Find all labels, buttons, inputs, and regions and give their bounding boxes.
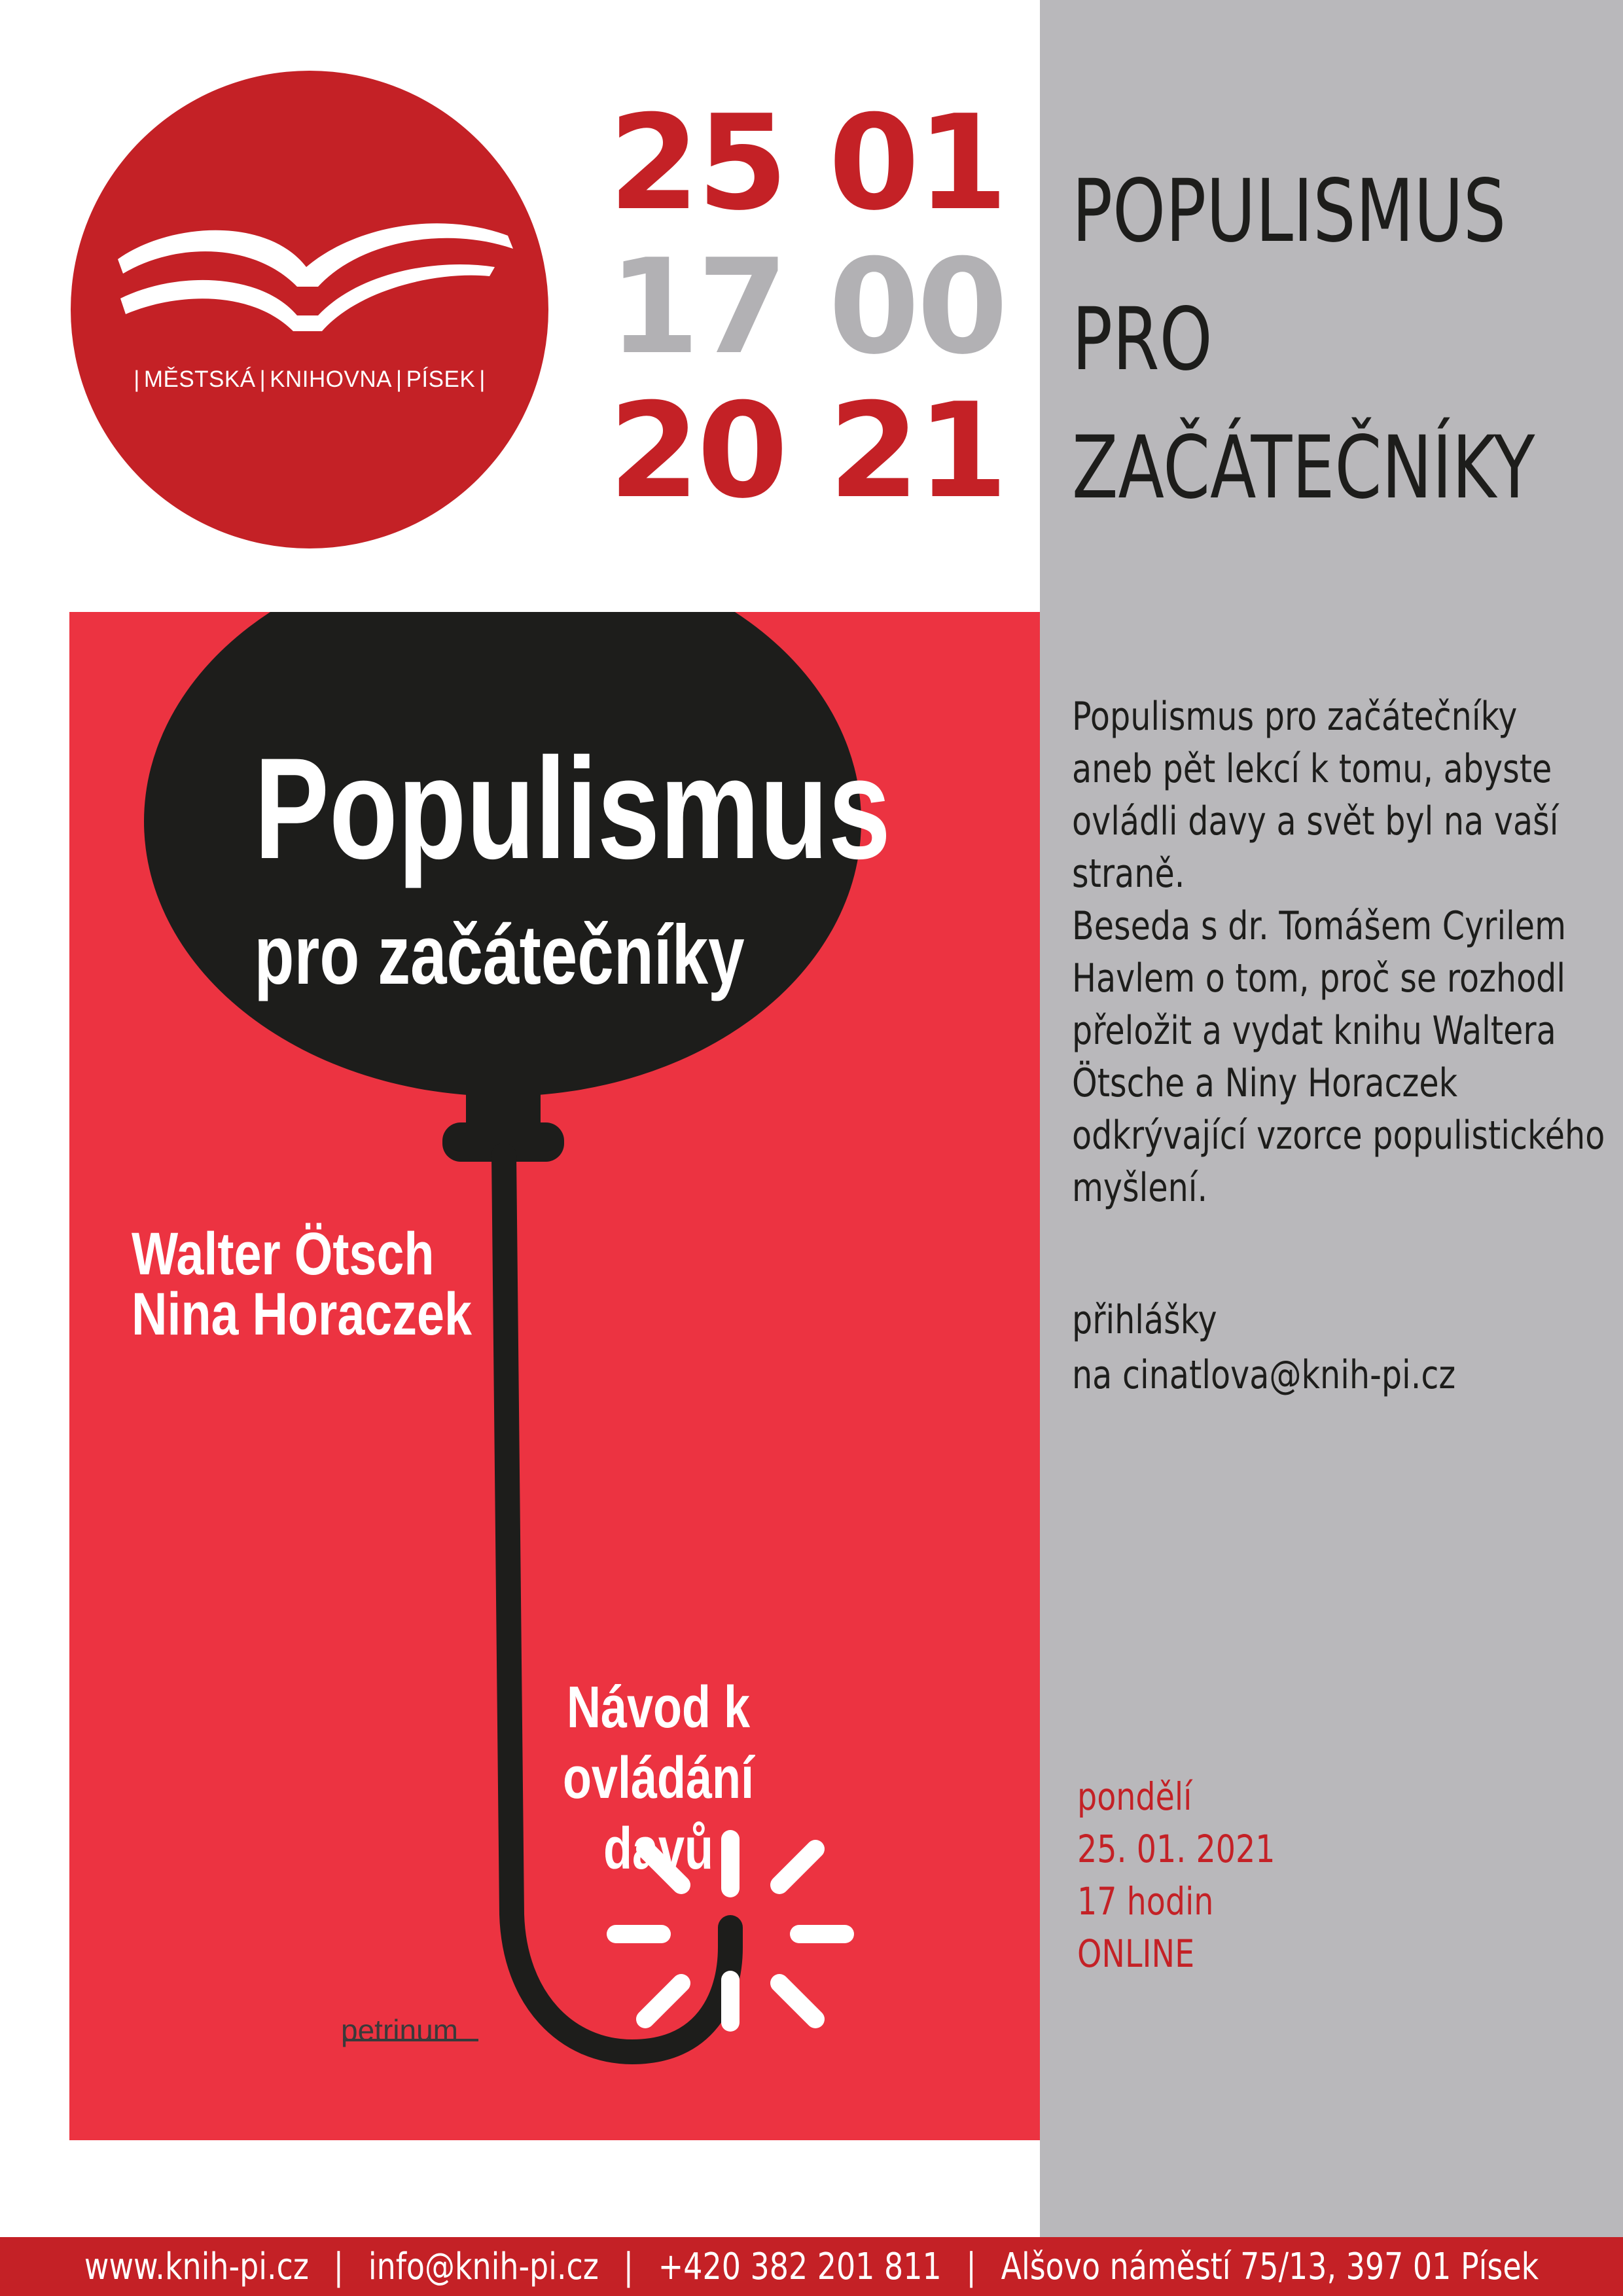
logo-separator: | <box>134 367 140 392</box>
event-title-line: PRO <box>1072 289 1213 390</box>
description-line: myšlení. <box>1072 1165 1208 1211</box>
year-first-half: 20 <box>609 375 786 528</box>
description-line: Havlem o tom, proč se rozhodl <box>1072 956 1566 1001</box>
date-year <box>609 375 1006 528</box>
cover-author: Nina Horaczek <box>132 1281 472 1348</box>
time-hours: 17 <box>609 231 786 384</box>
description-line: straně. <box>1072 851 1185 897</box>
event-title <box>1072 147 1535 532</box>
library-logo <box>71 71 548 548</box>
logo-separator: | <box>479 367 486 392</box>
cover-tagline <box>512 1672 805 1884</box>
cover-title: Populismus <box>254 728 891 889</box>
description-line: ovládli davy a svět byl na vaší <box>1072 798 1559 844</box>
time-hours-minutes <box>609 231 1006 384</box>
event-date: 25. 01. 2021 <box>1077 1827 1275 1871</box>
open-book-icon <box>71 71 548 548</box>
cover-authors <box>132 1221 472 1348</box>
event-weekday: pondělí <box>1077 1774 1192 1819</box>
cover-subtitle: pro začátečníky <box>254 908 745 1002</box>
event-time: 17 hodin <box>1077 1879 1214 1924</box>
footer-website-link[interactable]: www.knih-pi.cz <box>84 2245 309 2288</box>
event-title-line: POPULISMUS <box>1072 161 1507 262</box>
footer-email-link[interactable]: info@knih-pi.cz <box>368 2245 599 2288</box>
signup-label: přihlášky <box>1072 1297 1217 1343</box>
date-day: 25 <box>609 87 786 240</box>
footer-bar <box>0 2237 1623 2296</box>
date-month: 01 <box>828 87 1006 240</box>
footer-separator: | <box>623 2245 634 2288</box>
logo-word-mestska: MĚSTSKÁ <box>143 367 256 392</box>
footer-phone[interactable]: +420 382 201 811 <box>658 2245 942 2288</box>
footer-separator: | <box>966 2245 976 2288</box>
footer-address: Alšovo náměstí 75/13, 397 01 Písek <box>1001 2245 1539 2288</box>
logo-word-pisek: PÍSEK <box>406 367 476 392</box>
cover-author: Walter Ötsch <box>132 1221 435 1287</box>
description-line: Populismus pro začátečníky <box>1072 694 1518 740</box>
description-line: odkrývající vzorce populistického <box>1072 1113 1605 1158</box>
year-second-half: 21 <box>828 375 1006 528</box>
time-minutes: 00 <box>828 231 1006 384</box>
event-description <box>1072 691 1605 1214</box>
signup-email[interactable]: na cinatlova@knih-pi.cz <box>1072 1352 1456 1398</box>
description-line: Ötsche a Niny Horaczek <box>1072 1060 1458 1106</box>
event-format: ONLINE <box>1077 1931 1195 1976</box>
description-line: přeložit a vydat knihu Waltera <box>1072 1008 1556 1054</box>
description-line: aneb pět lekcí k tomu, abyste <box>1072 746 1552 792</box>
signup-info <box>1072 1293 1596 1403</box>
cover-tagline-line: davů <box>603 1816 714 1882</box>
logo-word-knihovna: KNIHOVNA <box>270 367 392 392</box>
balloon-string <box>504 1155 730 2052</box>
event-schedule <box>1077 1770 1535 1980</box>
logo-separator: | <box>259 367 266 392</box>
date-day-month <box>609 87 1006 240</box>
event-title-line: ZAČÁTEČNÍKY <box>1072 418 1535 518</box>
logo-separator: | <box>395 367 402 392</box>
description-line: Beseda s dr. Tomášem Cyrilem <box>1072 903 1567 949</box>
book-cover <box>69 612 1040 2140</box>
logo-wordmark <box>71 367 548 393</box>
cover-tagline-line: Návod k ovládání <box>562 1675 755 1811</box>
footer-contacts <box>0 2237 1623 2296</box>
publisher-logo: petrinum <box>341 2013 458 2047</box>
footer-separator: | <box>333 2245 344 2288</box>
